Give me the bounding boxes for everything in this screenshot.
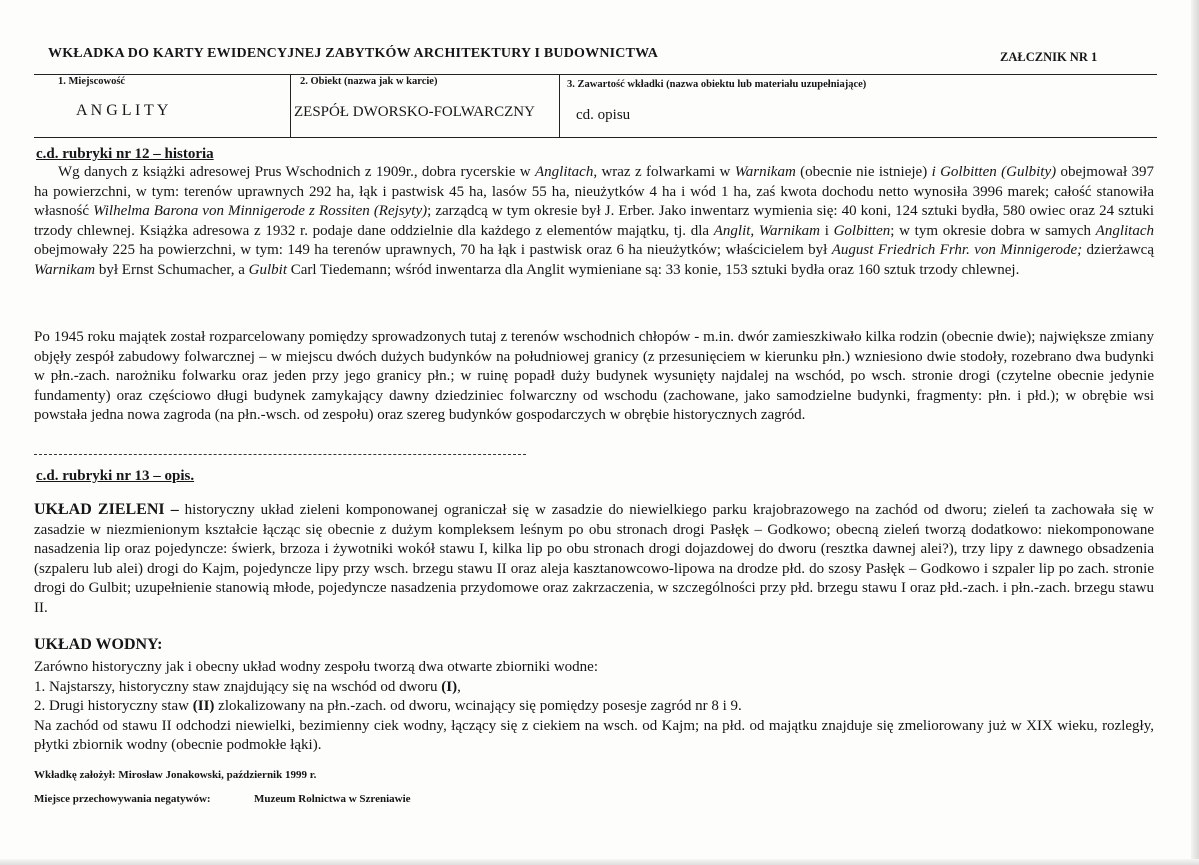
- history-text-run: obejmowały 225 ha powierzchni, w tym: 149 ha terenów uprawnych, 70 ha łąk i pastwisk oraz 6 ha nieużytków; właścicielem był: [34, 242, 832, 258]
- object-label: 2. Obiekt (nazwa jak w karcie): [300, 76, 438, 87]
- locality-label: 1. Miejscowość: [58, 76, 126, 87]
- greenery-text: historyczny układ zieleni komponowanej ograniczał się w zasadzie do niewielkiego parku krajobrazowego na zachód od dworu; zieleń ta zachowała się w zasadzie w niezmienionym kształcie łącząc się obecnie z dużym kompleksem leśnym po obu stronach drogi Pasłęk – Godkowo; obecną zieleń tworzą dodatkowo: niekomponowane nasadzenia lip oraz pojedyncze: świerk, brzoza i żywotniki wokół stawu I, kilka lip po obu stronach drogi dojazdowej do dworu (resztka dawnej alei?), trzy lipy z dawnego obsadzenia (szpaleru lub alei) drogi do Kajm, pojedyncze lipy przy wsch. brzegu stawu II oraz aleja kasztanowcowo-lipowa na drodze płd. do szosy Pasłęk – Godkowo i szpaler lip po zach. stronie drogi do Gulbit; uzupełnienie stanowią młode, pojedyncze nasadzenia przydomowe oraz zakrzaczenia, w szczególności przy płd. brzegu stawu I oraz płd.-zach. i płn.-zach. brzegu stawu II.: [34, 502, 1154, 616]
- page-bottom-edge: [0, 859, 1199, 865]
- history-text-run: Warnikam: [34, 261, 96, 278]
- history-text-run: był Ernst Schumacher, a: [95, 261, 249, 278]
- page-edge-shadow: [1191, 0, 1199, 865]
- section-13-heading: c.d. rubryki nr 13 – opis.: [36, 468, 195, 484]
- history-text-run: Anglitach: [535, 164, 594, 180]
- water-item-2: 2. Drugi historyczny staw (II) zlokalizowany na płn.-zach. od dworu, wcinający się pomiędzy posesje zagród nr 8 i 9.: [34, 698, 742, 714]
- history-paragraph-1: [34, 163, 1154, 280]
- form-divider-1: [290, 74, 291, 137]
- form-top-rule: [34, 74, 1157, 75]
- history-paragraph-2: Po 1945 roku majątek został rozparcelowany pomiędzy sprowadzonych tutaj z terenów wschodnich chłopów - m.in. dwór zamieszkiwało kilka rodzin (obecnie dwie); największe zmiany objęły zespół zabudowy folwarcznej – w miejscu dwóch dużych budynków na południowej granicy (z przesunięciem w kierunku płn.) wzniesiono dwie stodoły, rozebrano dwa budynki w płn.-zach. narożniku folwarku oraz jeden przy jego granicy płn.; w ruinę popadł duży budynek wysunięty najdalej na wschód, po wsch. stronie drogi (czytelne obecnie jedynie fundamenty) oraz częściowo długi budynek zamykający dawny dziedziniec folwarczny od wschodu (zachowane, jako samodzielne budynki, fragmenty: płn. i płd.); w obrębie wsi powstała jedna nowa zagroda (na płn.-wsch. od zespołu) oraz szereg budynków gospodarczych w obrębie historycznych zagród.: [34, 329, 1154, 423]
- form-title: WKŁADKA DO KARTY EWIDENCYJNEJ ZABYTKÓW ARCHITEKTURY I BUDOWNICTWA: [48, 46, 659, 61]
- section-12-heading: c.d. rubryki nr 12 – historia: [36, 146, 214, 162]
- history-text-run: (obecnie nie istnieje): [795, 164, 932, 180]
- history-text-run: ; w tym okresie dobra w samych: [890, 222, 1096, 239]
- history-text-run: Gulbit: [248, 261, 287, 278]
- history-text-run: Carl Tiedemann; wśród inwentarza dla Anglit wymieniane są: 33 konie, 153 sztuki bydła oraz 160 sztuk trzody chlewnej.: [287, 261, 1020, 278]
- water-item-1: 1. Najstarszy, historyczny staw znajdujący się na wschód od dworu (I),: [34, 678, 461, 695]
- insert-content-value: cd. opisu: [576, 107, 631, 123]
- history-text-run: Anglit, Warnikam: [713, 222, 820, 239]
- insert-content-label: 3. Zawartość wkładki (nazwa obiektu lub materiału uzupełniające): [567, 79, 867, 90]
- water-system-title: UKŁAD WODNY:: [34, 636, 163, 653]
- section-separator: [34, 454, 526, 455]
- water-intro: Zarówno historyczny jak i obecny układ wodny zespołu tworzą dwa otwarte zbiorniki wodne:: [34, 659, 599, 675]
- author-line: Wkładkę założył: Mirosław Jonakowski, październik 1999 r.: [34, 769, 317, 781]
- history-text-run: dzierżawcą: [1082, 242, 1154, 258]
- negatives-storage-value: Muzeum Rolnictwa w Szreniawie: [254, 793, 411, 805]
- history-text-run: , wraz z folwarkami w: [593, 164, 735, 180]
- water-system-text: [34, 658, 1154, 756]
- annex-number: ZAŁCZNIK NR 1: [1000, 50, 1098, 64]
- history-text-run: i: [820, 222, 834, 239]
- history-text-run: August Friedrich Frhr. von Minnigerode;: [831, 242, 1083, 258]
- history-text-run: i Golbitten (Gulbity): [931, 164, 1057, 180]
- history-text-run: Anglitach: [1095, 222, 1154, 239]
- water-closing: Na zachód od stawu II odchodzi niewielki, bezimienny ciek wodny, łączący się z ciekiem na wsch. od Kajm; na płd. od majątku znajduje się zmeliorowany już w XIX wieku, rozległy, płytki zbiornik wodny (obecnie podmokłe łąki).: [34, 717, 1154, 753]
- object-value: ZESPÓŁ DWORSKO-FOLWARCZNY: [294, 104, 535, 120]
- history-text-run: ; zarządcą w tym okresie był J. Erber. Jako inwentarz wymienia się: 40 koni, 124 sztuki bydła, 580 owiec oraz 24 sztuki trzody chlewnej. Książka adresowa z 1932 r. podaje dane oddzielnie dla każdego z elementów majątku, tj. dla: [34, 203, 1154, 239]
- form-divider-2: [559, 74, 560, 137]
- history-text-run: Warnikam: [734, 164, 796, 180]
- greenery-paragraph: [34, 500, 1154, 618]
- locality-value: A N G L I T Y: [76, 102, 169, 119]
- form-bottom-rule: [34, 137, 1157, 138]
- history-text-run: Golbitten: [833, 222, 891, 239]
- history-text-run: Wg danych z książki adresowej Prus Wschodnich z 1909r., dobra rycerskie w: [58, 164, 535, 180]
- greenery-title: UKŁAD ZIELENI –: [34, 501, 179, 518]
- history-text-run: Wilhelma Barona von Minnigerode z Rossiten (Rejsyty): [93, 203, 428, 219]
- negatives-storage-label: Miejsce przechowywania negatywów:: [34, 793, 211, 805]
- history-text-run: obejmował 397 ha powierzchni, w tym: terenów uprawnych 292 ha, łąk i pastwisk 45 ha, lasów 55 ha, nieużytków 4 ha i wód 1 ha, zaś kwota dochodu netto wynosiła 3996 marek; całość stanowiła własność: [34, 164, 1154, 219]
